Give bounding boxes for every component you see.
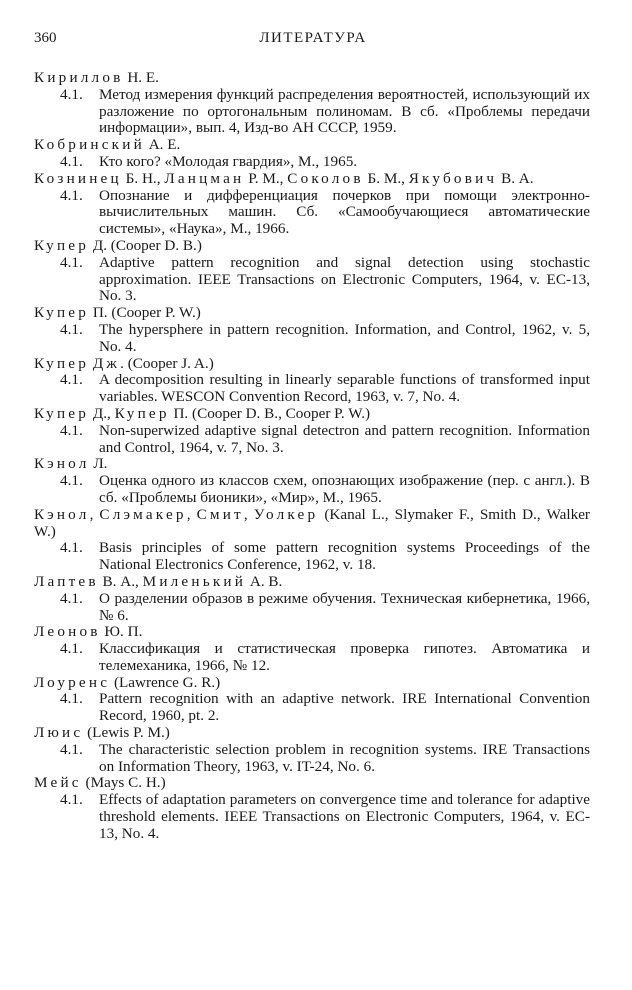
work-number: 4.1. [60, 740, 83, 758]
entry-work [34, 423, 590, 457]
work-citation: Классификация и статистическая проверка гипотез. Автоматика и телемеханика, 1966, № 12. [99, 640, 590, 674]
entry-work [34, 691, 590, 725]
work-citation: Метод измерения функций распределения вероятностей, использующий их разложение по ортогональным полиномам. В сб. «Проблемы передачи информации», вып. 4, Изд-во АН СССР, 1959. [99, 85, 590, 137]
bibliography-entry [34, 675, 590, 725]
work-citation: Non-superwized adaptive signal detectron and pattern recognition. Information and Control, 1964, v. 7, No. 3. [99, 421, 590, 456]
entry-author: Кобринский А. Е. [34, 136, 181, 154]
entry-author: Люис (Lewis P. M.) [34, 724, 170, 742]
work-number: 4.1. [60, 152, 83, 170]
work-number: 4.1. [60, 539, 83, 557]
bibliography-entry [34, 70, 590, 137]
entry-work [34, 792, 590, 842]
bibliography-entry [34, 238, 590, 305]
entry-work [34, 473, 590, 507]
entry-author: Купер Д. (Cooper D. B.) [34, 236, 202, 254]
work-citation: The hypersphere in pattern recognition. Information, and Control, 1962, v. 5, No. 4. [99, 320, 590, 355]
entry-author: Купер Д., Купер П. (Cooper D. B., Cooper P. W.) [34, 404, 371, 422]
work-number: 4.1. [60, 85, 83, 103]
entry-author: Кэнол, Слэмакер, Смит, Уолкер (Kanal L., Slymaker F., Smith D., Walker W.) [34, 505, 590, 540]
work-citation: О разделении образов в режиме обучения. Техническая кибернетика, 1966, № 6. [99, 589, 590, 624]
work-number: 4.1. [60, 371, 83, 389]
bibliography-entry [34, 725, 590, 775]
work-citation: Кто кого? «Молодая гвардия», М., 1965. [99, 152, 358, 170]
entry-author: Купер П. (Cooper P. W.) [34, 304, 201, 322]
entry-author: Кознинец Б. Н., Ланцман Р. М., Соколов Б. М., Якубович В. А. [34, 169, 534, 187]
entry-author: Купер Дж. (Cooper J. A.) [34, 354, 214, 372]
entry-work [34, 591, 590, 625]
work-number: 4.1. [60, 253, 83, 271]
work-citation: Опознание и дифференциация почерков при помощи электронно-вычислительных машин. Сб. «Самообучающиеся автоматические системы», «Наука», М., 1966. [99, 186, 590, 238]
entry-author: Кириллов Н. Е. [34, 69, 159, 86]
work-number: 4.1. [60, 186, 83, 204]
work-citation: Adaptive pattern recognition and signal detection using stochastic approximation. IEEE Transactions on Electronic Computers, 1964, v. EC-13, No. 3. [99, 253, 590, 305]
bibliography-entry [34, 456, 590, 506]
work-citation: Pattern recognition with an adaptive network. IRE International Convention Record, 1960, pt. 2. [99, 690, 590, 725]
entry-author: Мейс (Mays C. H.) [34, 774, 166, 792]
bibliography-entry [34, 574, 590, 624]
running-title: ЛИТЕРАТУРА [259, 30, 367, 46]
entry-work [34, 540, 590, 574]
work-citation: Effects of adaptation parameters on convergence time and tolerance for adaptive threshold elements. IEEE Transactions on Electronic Computers, 1964, v. EC-13, No. 4. [99, 791, 590, 842]
bibliography-entry [34, 775, 590, 842]
work-number: 4.1. [60, 690, 83, 708]
work-number: 4.1. [60, 320, 83, 338]
entry-author: Кэнол Л. [34, 455, 108, 473]
entry-work [34, 154, 590, 171]
bibliography-entry [34, 507, 590, 574]
entry-author: Лоуренс (Lawrence G. R.) [34, 673, 221, 691]
work-number: 4.1. [60, 589, 83, 607]
work-number: 4.1. [60, 421, 83, 439]
page-number: 360 [34, 30, 57, 46]
entry-work [34, 188, 590, 238]
bibliography-list [34, 70, 590, 843]
entry-work [34, 742, 590, 776]
bibliography-entry [34, 137, 590, 171]
page-header [34, 30, 592, 54]
bibliography-entry [34, 624, 590, 674]
work-citation: Basis principles of some pattern recognition systems Proceedings of the National Electronics Conference, 1962, v. 18. [99, 539, 590, 574]
entry-author: Лаптев В. А., Миленький А. В. [34, 572, 283, 590]
work-number: 4.1. [60, 640, 83, 658]
entry-work [34, 372, 590, 406]
work-citation: Оценка одного из классов схем, опознающих изображение (пер. с англ.). В сб. «Проблемы бионики», «Мир», М., 1965. [99, 472, 590, 506]
work-number: 4.1. [60, 791, 83, 809]
bibliography-entry [34, 305, 590, 355]
work-citation: A decomposition resulting in linearly separable functions of transformed input variables. WESCON Convention Record, 1963, v. 7, No. 4. [99, 371, 590, 406]
work-number: 4.1. [60, 472, 83, 490]
entry-work [34, 322, 590, 356]
entry-work [34, 255, 590, 305]
entry-work [34, 87, 590, 137]
bibliography-entry [34, 406, 590, 456]
entry-author: Леонов Ю. П. [34, 623, 143, 641]
bibliography-entry [34, 171, 590, 238]
bibliography-entry [34, 356, 590, 406]
work-citation: The characteristic selection problem in recognition systems. IRE Transactions on Information Theory, 1963, v. IT-24, No. 6. [99, 740, 590, 775]
entry-work [34, 641, 590, 675]
